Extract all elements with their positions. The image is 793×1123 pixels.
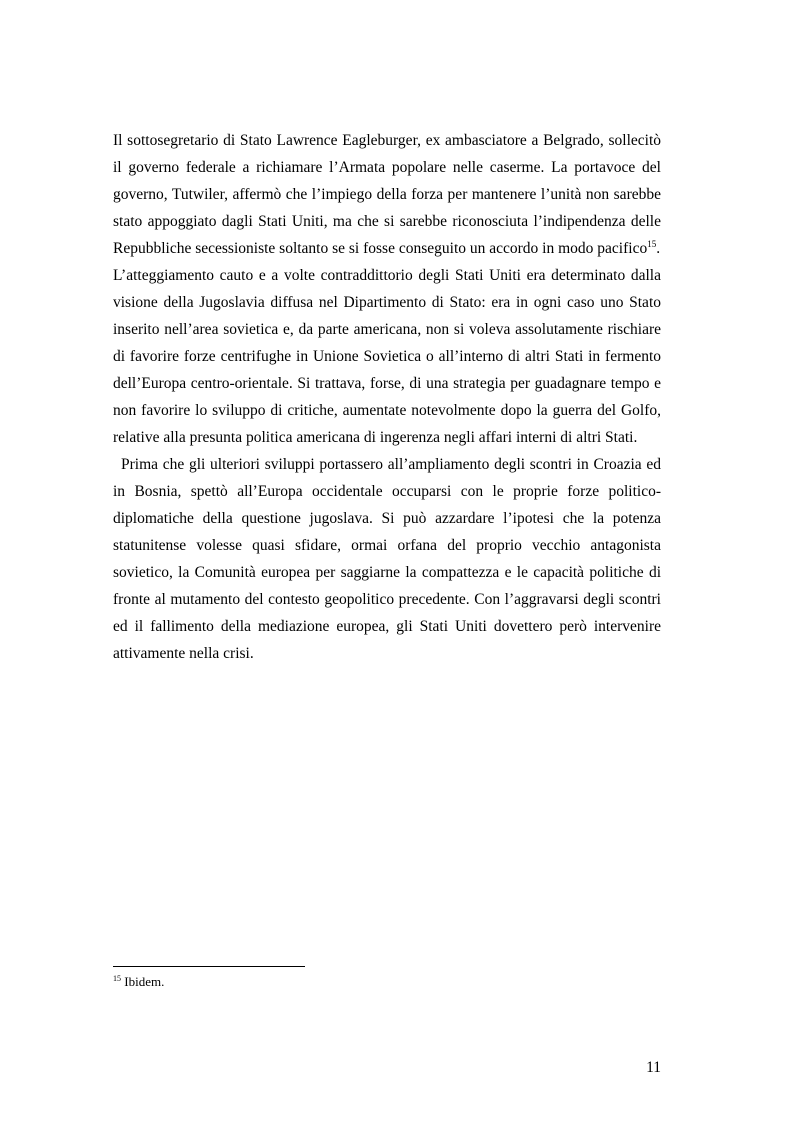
body-text: [113, 127, 661, 667]
paragraph-1: [113, 127, 661, 262]
paragraph-3: [113, 451, 661, 667]
footnote-text: Ibidem.: [124, 974, 165, 989]
footnote: [113, 973, 164, 991]
paragraph-3-text: Prima che gli ulteriori sviluppi portassero all’ampliamento degli scontri in Croazia ed in Bosnia, spettò all’Europa occidentale occuparsi con le proprie forze politico-diplomatiche della questione jugoslava. Si può azzardare l’ipotesi che la potenza statunitense volesse quasi sfidare, ormai orfana del proprio vecchio antagonista sovietico, la Comunità europea per saggiarne la compattezza e le capacità politiche di fronte al mutamento del contesto geopolitico precedente. Con l’aggravarsi degli scontri ed il fallimento della mediazione europea, gli Stati Uniti dovettero però intervenire attivamente nella crisi.: [113, 456, 661, 662]
footnote-number: 15: [113, 974, 121, 983]
paragraph-1-tail: .: [656, 240, 661, 257]
paragraph-2: [113, 262, 661, 451]
paragraph-1-text: Il sottosegretario di Stato Lawrence Eagleburger, ex ambasciatore a Belgrado, sollecitò il governo federale a richiamare l’Armata popolare nelle caserme. La portavoce del governo, Tutwiler, affermò che l’impiego della forza per mantenere l’unità non sarebbe stato appoggiato dagli Stati Uniti, ma che si sarebbe riconosciuta l’indipendenza delle Repubbliche secessioniste soltanto se si fosse conseguito un accordo in modo pacifico: [113, 132, 661, 257]
paragraph-2-text: L’atteggiamento cauto e a volte contraddittorio degli Stati Uniti era determinato dalla visione della Jugoslavia diffusa nel Dipartimento di Stato: era in ogni caso uno Stato inserito nell’area sovietica e, da parte americana, non si voleva assolutamente rischiare di favorire forze centrifughe in Unione Sovietica o all’interno di altri Stati in fermento dell’Europa centro-orientale. Si trattava, forse, di una strategia per guadagnare tempo e non favorire lo sviluppo di critiche, aumentate notevolmente dopo la guerra del Golfo, relative alla presunta politica americana di ingerenza negli affari interni di altri Stati.: [113, 267, 661, 446]
footnote-separator: [113, 966, 305, 967]
page-number: 11: [646, 1059, 661, 1076]
footnote-reference-15[interactable]: 15: [647, 239, 657, 249]
